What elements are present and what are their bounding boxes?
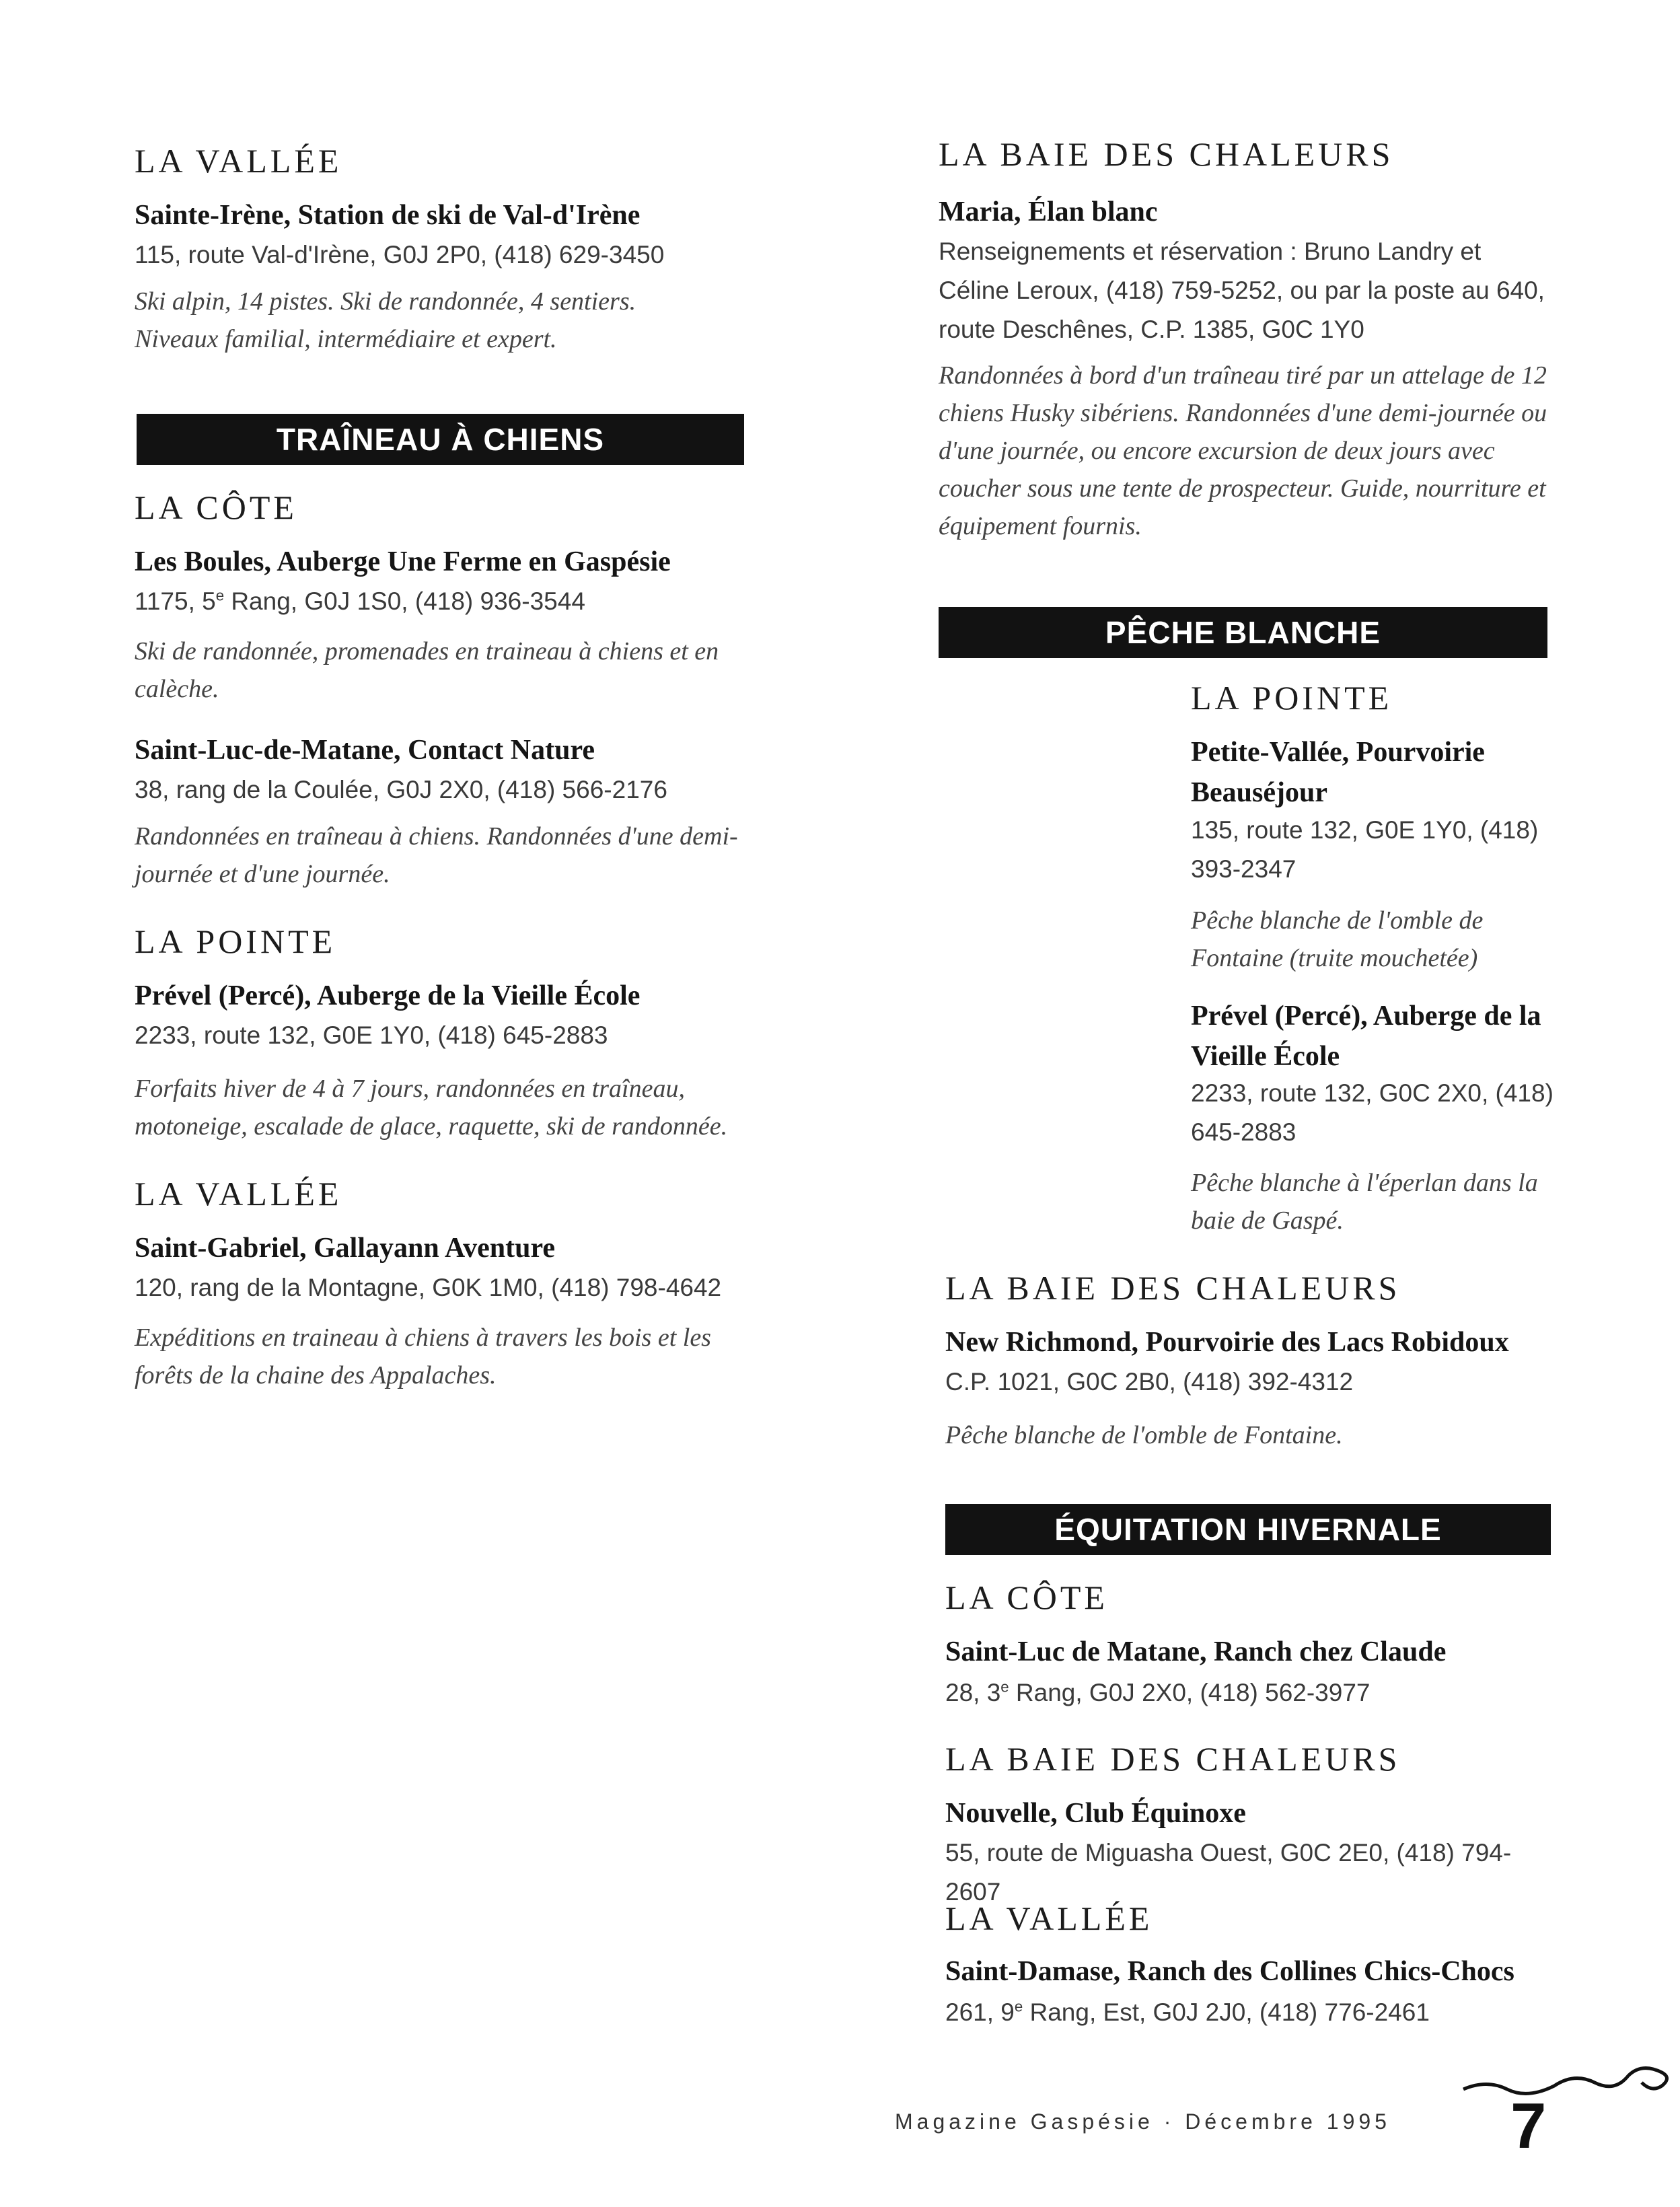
address-part: Rang, Est, G0J 2J0, (418) 776-2461 — [1023, 1998, 1430, 2026]
region-heading: LA BAIE DES CHALEURS — [945, 1740, 1401, 1778]
region-heading: LA POINTE — [135, 922, 336, 960]
entry-description: Pêche blanche de l'omble de Fontaine. — [945, 1421, 1343, 1449]
address-part: 1175, 5 — [135, 587, 216, 615]
entry-description: Ski de randonnée, promenades en traineau à chiens et en calèche. — [135, 637, 719, 703]
entry-title: Saint-Luc-de-Matane, Contact Nature — [135, 735, 595, 766]
entry-address: 120, rang de la Montagne, G0K 1M0, (418) 798-4642 — [135, 1274, 722, 1301]
entry-address: 135, route 132, G0E 1Y0, (418) 393-2347 — [1191, 816, 1539, 883]
entry-title: New Richmond, Pourvoirie des Lacs Robidoux — [945, 1327, 1509, 1358]
address-part: 261, 9 — [945, 1998, 1015, 2026]
entry-address: 38, rang de la Coulée, G0J 2X0, (418) 566-2176 — [135, 776, 667, 803]
region-heading: LA VALLÉE — [135, 142, 342, 180]
entry-address: 2233, route 132, G0C 2X0, (418) 645-2883 — [1191, 1079, 1554, 1146]
entry-description: Pêche blanche à l'éperlan dans la baie de Gaspé. — [1191, 1169, 1538, 1235]
entry-address: 2233, route 132, G0E 1Y0, (418) 645-2883 — [135, 1021, 608, 1049]
entry-title: Les Boules, Auberge Une Ferme en Gaspésie — [135, 546, 671, 577]
address-part: 28, 3 — [945, 1679, 1001, 1706]
page-number: 7 — [1510, 2090, 1547, 2162]
entry-address: 55, route de Miguasha Ouest, G0C 2E0, (418) 794-2607 — [945, 1839, 1512, 1906]
region-heading: LA BAIE DES CHALEURS — [945, 1269, 1401, 1307]
address-superscript: e — [1014, 1998, 1023, 2015]
region-heading: LA POINTE — [1191, 679, 1393, 717]
entry-title: Petite-Vallée, Pourvoirie Beauséjour — [1191, 737, 1485, 808]
entry-title: Sainte-Irène, Station de ski de Val-d'Irène — [135, 200, 641, 231]
entry-description: Niveaux familial, intermédiaire et expert. — [135, 325, 557, 353]
region-heading: LA CÔTE — [945, 1579, 1108, 1616]
entry-title: Prével (Percé), Auberge de la Vieille École — [1191, 1001, 1541, 1072]
entry-description: Ski alpin, 14 pistes. Ski de randonnée, 4 sentiers. — [135, 287, 636, 316]
entry-description: Forfaits hiver de 4 à 7 jours, randonnées en traîneau, motoneige, escalade de glace, raquette, ski de randonnée. — [135, 1075, 728, 1141]
section-banner: TRAÎNEAU À CHIENS — [137, 414, 744, 465]
address-part: Rang, G0J 2X0, (418) 562-3977 — [1009, 1679, 1371, 1706]
entry-description: Pêche blanche de l'omble de Fontaine (truite mouchetée) — [1191, 906, 1484, 972]
entry-title: Prével (Percé), Auberge de la Vieille École — [135, 980, 641, 1011]
entry-title: Saint-Luc de Matane, Ranch chez Claude — [945, 1636, 1447, 1667]
entry-address: C.P. 1021, G0C 2B0, (418) 392-4312 — [945, 1368, 1354, 1396]
region-heading: LA VALLÉE — [945, 1900, 1153, 1937]
entry-title: Saint-Damase, Ranch des Collines Chics-Chocs — [945, 1956, 1514, 1987]
entry-description: Randonnées à bord d'un traîneau tiré par un attelage de 12 chiens Husky sibériens. Randonnées d'une demi-journée ou d'une journée, ou encore excursion de deux jours avec coucher sous une tente de prospecteur. Guide, nourriture et équipement fournis. — [939, 361, 1547, 540]
entry-address — [945, 1673, 1558, 1712]
entry-address — [945, 1993, 1558, 2032]
entry-address: Renseignements et réservation : Bruno Landry et Céline Leroux, (418) 759-5252, ou par la poste au 640, route Deschênes, C.P. 1385, G0C 1Y0 — [939, 238, 1545, 343]
entry-title: Nouvelle, Club Équinoxe — [945, 1798, 1246, 1829]
entry-description: Randonnées en traîneau à chiens. Randonnées d'une demi-journée et d'une journée. — [135, 822, 738, 888]
region-heading: LA VALLÉE — [135, 1175, 342, 1213]
entry-address: 115, route Val-d'Irène, G0J 2P0, (418) 629-3450 — [135, 241, 665, 268]
wave-ornament-icon — [1460, 2059, 1675, 2106]
address-part: Rang, G0J 1S0, (418) 936-3544 — [224, 587, 585, 615]
sled-dogs-photo — [0, 1426, 868, 2160]
ice-fishing-photo — [787, 700, 1171, 1231]
entry-description: Expéditions en traineau à chiens à travers les bois et les forêts de la chaine des Appalaches. — [135, 1324, 711, 1389]
entry-address — [135, 582, 754, 621]
address-superscript: e — [215, 587, 225, 604]
region-heading: LA CÔTE — [135, 489, 297, 526]
region-heading: LA BAIE DES CHALEURS — [939, 135, 1394, 173]
section-banner: ÉQUITATION HIVERNALE — [945, 1504, 1551, 1555]
footer-magazine-info: Magazine Gaspésie · Décembre 1995 — [895, 2109, 1391, 2134]
entry-title: Maria, Élan blanc — [939, 196, 1158, 227]
section-banner: PÊCHE BLANCHE — [939, 607, 1547, 658]
entry-title: Saint-Gabriel, Gallayann Aventure — [135, 1233, 555, 1264]
address-superscript: e — [1000, 1678, 1009, 1696]
